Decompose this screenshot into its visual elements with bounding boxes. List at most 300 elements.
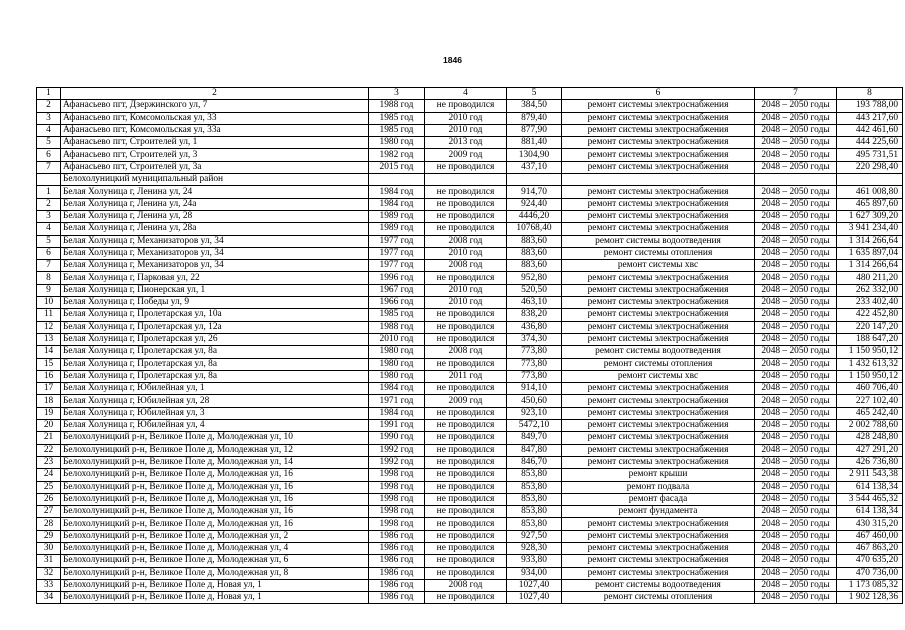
last-repair-cell: не проводился [425,456,507,468]
cost-cell: 1 635 897,04 [837,247,903,259]
table-row [37,247,903,259]
period-cell: 2048 – 2050 годы [755,456,837,468]
cost-cell: 3 941 234,40 [837,223,903,235]
cost-cell: 465 242,40 [837,407,903,419]
row-number: 15 [37,358,61,370]
cost-cell: 467 863,20 [837,542,903,554]
row-number: 5 [37,235,61,247]
address-cell: Белая Холуница г, Пионерская ул, 1 [61,284,369,296]
address-cell: Афанасьево пгт, Строителей ул, 3 [61,149,369,161]
column-header: 1 [37,88,61,100]
column-number-row [37,88,903,100]
table-row [37,395,903,407]
last-repair-cell: 2013 год [425,137,507,149]
address-cell: Белая Холуница г, Пролетарская ул, 26 [61,333,369,345]
period-cell: 2048 – 2050 годы [755,358,837,370]
row-number: 3 [37,210,61,222]
last-repair-cell: не проводился [425,555,507,567]
cost-cell: 444 225,60 [837,137,903,149]
column-header: 3 [369,88,425,100]
area-cell: 933,80 [507,555,562,567]
address-cell: Белохолуницкий муниципальный район [61,174,369,186]
cost-cell: 220 298,40 [837,161,903,173]
build-year-cell: 2015 год [369,161,425,173]
cost-cell: 460 706,40 [837,383,903,395]
build-year-cell: 1980 год [369,346,425,358]
area-cell: 384,50 [507,100,562,112]
last-repair-cell: 2008 год [425,235,507,247]
last-repair-cell: 2008 год [425,346,507,358]
address-cell: Белая Холуница г, Юбилейная ул, 28 [61,395,369,407]
cost-cell: 1 314 266,64 [837,235,903,247]
work-type-cell: ремонт системы электроснабжения [562,112,755,124]
work-type-cell: ремонт системы электроснабжения [562,383,755,395]
address-cell: Белая Холуница г, Ленина ул, 28а [61,223,369,235]
table-row [37,432,903,444]
last-repair-cell: не проводился [425,518,507,530]
last-repair-cell: не проводился [425,333,507,345]
last-repair-cell: не проводился [425,481,507,493]
period-cell: 2048 – 2050 годы [755,506,837,518]
row-number: 6 [37,149,61,161]
address-cell: Белохолуницкий р-н, Великое Поле д, Молодежная ул, 14 [61,456,369,468]
build-year-cell: 1998 год [369,518,425,530]
cost-cell: 461 008,80 [837,186,903,198]
table-row [37,567,903,579]
page-number: 1846 [443,55,462,65]
area-cell: 883,60 [507,247,562,259]
table-row [37,346,903,358]
work-type-cell: ремонт системы отопления [562,358,755,370]
cost-cell: 1 173 085,32 [837,579,903,591]
row-number: 34 [37,592,61,604]
work-type-cell [562,174,755,186]
area-cell: 853,80 [507,518,562,530]
work-type-cell: ремонт системы электроснабжения [562,420,755,432]
area-cell: 1027,40 [507,592,562,604]
cost-cell: 443 217,60 [837,112,903,124]
area-cell: 773,80 [507,370,562,382]
cost-cell: 1 432 613,32 [837,358,903,370]
build-year-cell: 1984 год [369,407,425,419]
row-number: 29 [37,530,61,542]
last-repair-cell: 2008 год [425,260,507,272]
last-repair-cell: не проводился [425,567,507,579]
last-repair-cell: 2010 год [425,284,507,296]
build-year-cell: 1984 год [369,198,425,210]
area-cell: 924,40 [507,198,562,210]
work-type-cell: ремонт фасада [562,493,755,505]
row-number: 14 [37,346,61,358]
last-repair-cell: не проводился [425,432,507,444]
last-repair-cell: не проводился [425,530,507,542]
cost-cell: 426 736,80 [837,456,903,468]
row-number: 18 [37,395,61,407]
address-cell: Белая Холуница г, Парковая ул, 22 [61,272,369,284]
build-year-cell: 1988 год [369,321,425,333]
build-year-cell: 1998 год [369,481,425,493]
build-year-cell: 1984 год [369,186,425,198]
period-cell: 2048 – 2050 годы [755,530,837,542]
column-header: 8 [837,88,903,100]
table-row [37,407,903,419]
last-repair-cell: не проводился [425,223,507,235]
cost-cell: 193 788,00 [837,100,903,112]
period-cell: 2048 – 2050 годы [755,469,837,481]
row-number: 24 [37,469,61,481]
build-year-cell: 2010 год [369,333,425,345]
period-cell: 2048 – 2050 годы [755,481,837,493]
last-repair-cell: не проводился [425,186,507,198]
period-cell: 2048 – 2050 годы [755,186,837,198]
cost-cell: 428 248,80 [837,432,903,444]
build-year-cell: 1977 год [369,260,425,272]
last-repair-cell [425,174,507,186]
last-repair-cell: не проводился [425,309,507,321]
address-cell: Белая Холуница г, Пролетарская ул, 8а [61,370,369,382]
work-type-cell: ремонт фундамента [562,506,755,518]
last-repair-cell: не проводился [425,506,507,518]
cost-cell: 1 150 950,12 [837,346,903,358]
row-number: 2 [37,100,61,112]
address-cell: Афанасьево пгт, Комсомольская ул, 33 [61,112,369,124]
period-cell: 2048 – 2050 годы [755,100,837,112]
last-repair-cell: не проводился [425,542,507,554]
cost-cell [837,174,903,186]
column-header: 5 [507,88,562,100]
row-number: 22 [37,444,61,456]
last-repair-cell: не проводился [425,444,507,456]
build-year-cell: 1991 год [369,420,425,432]
area-cell: 853,80 [507,493,562,505]
build-year-cell: 1990 год [369,432,425,444]
table-row [37,469,903,481]
row-number: 1 [37,186,61,198]
work-type-cell: ремонт системы электроснабжения [562,124,755,136]
work-type-cell: ремонт системы электроснабжения [562,223,755,235]
last-repair-cell: не проводился [425,272,507,284]
cost-cell: 467 460,00 [837,530,903,542]
last-repair-cell: не проводился [425,210,507,222]
area-cell: 838,20 [507,309,562,321]
last-repair-cell: не проводился [425,358,507,370]
table-row [37,493,903,505]
cost-cell: 262 332,00 [837,284,903,296]
cost-cell: 1 902 128,36 [837,592,903,604]
address-cell: Афанасьево пгт, Строителей ул, 3а [61,161,369,173]
area-cell: 923,10 [507,407,562,419]
table-row [37,444,903,456]
address-cell: Афанасьево пгт, Строителей ул, 1 [61,137,369,149]
period-cell: 2048 – 2050 годы [755,383,837,395]
period-cell: 2048 – 2050 годы [755,112,837,124]
area-cell: 853,80 [507,481,562,493]
period-cell: 2048 – 2050 годы [755,592,837,604]
cost-cell: 495 731,51 [837,149,903,161]
period-cell: 2048 – 2050 годы [755,333,837,345]
last-repair-cell: 2010 год [425,112,507,124]
build-year-cell: 1967 год [369,284,425,296]
period-cell: 2048 – 2050 годы [755,235,837,247]
table-row [37,592,903,604]
build-year-cell: 1988 год [369,100,425,112]
build-year-cell: 1985 год [369,309,425,321]
table-row [37,333,903,345]
work-type-cell: ремонт системы электроснабжения [562,149,755,161]
cost-cell: 427 291,20 [837,444,903,456]
work-type-cell: ремонт системы электроснабжения [562,518,755,530]
cost-cell: 442 461,60 [837,124,903,136]
work-type-cell: ремонт системы электроснабжения [562,432,755,444]
table-row [37,112,903,124]
address-cell: Белохолуницкий р-н, Великое Поле д, Молодежная ул, 16 [61,481,369,493]
cost-cell: 430 315,20 [837,518,903,530]
work-type-cell: ремонт системы электроснабжения [562,530,755,542]
build-year-cell: 1986 год [369,542,425,554]
row-number: 17 [37,383,61,395]
build-year-cell: 1992 год [369,456,425,468]
row-number: 9 [37,284,61,296]
build-year-cell: 1989 год [369,223,425,235]
last-repair-cell: не проводился [425,420,507,432]
last-repair-cell: не проводился [425,592,507,604]
address-cell: Белая Холуница г, Победы ул, 9 [61,297,369,309]
last-repair-cell: 2011 год [425,370,507,382]
build-year-cell: 1992 год [369,444,425,456]
work-type-cell: ремонт системы электроснабжения [562,456,755,468]
area-cell: 374,30 [507,333,562,345]
row-number: 2 [37,198,61,210]
table-row [37,456,903,468]
address-cell: Белая Холуница г, Ленина ул, 24 [61,186,369,198]
area-cell: 847,80 [507,444,562,456]
build-year-cell: 1980 год [369,137,425,149]
period-cell: 2048 – 2050 годы [755,223,837,235]
area-cell: 914,10 [507,383,562,395]
period-cell: 2048 – 2050 годы [755,518,837,530]
row-number: 28 [37,518,61,530]
work-type-cell: ремонт крыши [562,469,755,481]
table-row [37,198,903,210]
build-year-cell: 1985 год [369,112,425,124]
cost-cell: 233 402,40 [837,297,903,309]
period-cell: 2048 – 2050 годы [755,272,837,284]
address-cell: Афанасьево пгт, Дзержинского ул, 7 [61,100,369,112]
cost-cell: 470 736,00 [837,567,903,579]
work-type-cell: ремонт системы электроснабжения [562,333,755,345]
work-type-cell: ремонт системы электроснабжения [562,210,755,222]
period-cell: 2048 – 2050 годы [755,420,837,432]
work-type-cell: ремонт системы электроснабжения [562,284,755,296]
address-cell: Афанасьево пгт, Комсомольская ул, 33а [61,124,369,136]
table-row [37,518,903,530]
row-number: 4 [37,124,61,136]
last-repair-cell: не проводился [425,493,507,505]
table-row [37,284,903,296]
row-number: 12 [37,321,61,333]
build-year-cell: 1982 год [369,149,425,161]
row-number: 20 [37,420,61,432]
table-row [37,383,903,395]
work-type-cell: ремонт системы электроснабжения [562,186,755,198]
cost-cell: 1 314 266,64 [837,260,903,272]
last-repair-cell: не проводился [425,407,507,419]
area-cell: 853,80 [507,469,562,481]
area-cell: 437,10 [507,161,562,173]
row-number: 33 [37,579,61,591]
period-cell: 2048 – 2050 годы [755,493,837,505]
area-cell: 10768,40 [507,223,562,235]
period-cell: 2048 – 2050 годы [755,161,837,173]
period-cell: 2048 – 2050 годы [755,137,837,149]
work-type-cell: ремонт системы электроснабжения [562,137,755,149]
table-row [37,579,903,591]
build-year-cell: 1986 год [369,592,425,604]
address-cell: Белохолуницкий р-н, Великое Поле д, Молодежная ул, 2 [61,530,369,542]
period-cell: 2048 – 2050 годы [755,149,837,161]
row-number: 6 [37,247,61,259]
period-cell: 2048 – 2050 годы [755,370,837,382]
table-row [37,481,903,493]
table-row [37,370,903,382]
build-year-cell: 1996 год [369,272,425,284]
period-cell: 2048 – 2050 годы [755,309,837,321]
last-repair-cell: не проводился [425,321,507,333]
work-type-cell: ремонт системы электроснабжения [562,198,755,210]
row-number: 11 [37,309,61,321]
period-cell: 2048 – 2050 годы [755,321,837,333]
build-year-cell: 1966 год [369,297,425,309]
last-repair-cell: не проводился [425,383,507,395]
area-cell: 1304,90 [507,149,562,161]
period-cell: 2048 – 2050 годы [755,260,837,272]
area-cell: 849,70 [507,432,562,444]
build-year-cell: 1998 год [369,506,425,518]
period-cell: 2048 – 2050 годы [755,567,837,579]
last-repair-cell: не проводился [425,161,507,173]
address-cell: Белохолуницкий р-н, Великое Поле д, Молодежная ул, 16 [61,518,369,530]
table-body [37,100,903,604]
area-cell: 877,90 [507,124,562,136]
cost-cell: 1 627 309,20 [837,210,903,222]
build-year-cell: 1984 год [369,383,425,395]
area-cell: 879,40 [507,112,562,124]
table-row [37,186,903,198]
table-row [37,137,903,149]
last-repair-cell: 2008 год [425,579,507,591]
table-row [37,420,903,432]
work-type-cell: ремонт системы электроснабжения [562,555,755,567]
area-cell: 520,50 [507,284,562,296]
table-row [37,235,903,247]
cost-cell: 3 544 465,32 [837,493,903,505]
area-cell: 883,60 [507,260,562,272]
address-cell: Белохолуницкий р-н, Великое Поле д, Молодежная ул, 16 [61,469,369,481]
table-row [37,506,903,518]
build-year-cell: 1977 год [369,247,425,259]
work-type-cell: ремонт системы водоотведения [562,235,755,247]
address-cell: Белохолуницкий р-н, Великое Поле д, Новая ул, 1 [61,579,369,591]
build-year-cell: 1998 год [369,469,425,481]
last-repair-cell: 2010 год [425,124,507,136]
period-cell: 2048 – 2050 годы [755,395,837,407]
area-cell: 853,80 [507,506,562,518]
period-cell: 2048 – 2050 годы [755,407,837,419]
row-number [37,174,61,186]
work-type-cell: ремонт системы хвс [562,260,755,272]
last-repair-cell: не проводился [425,469,507,481]
address-cell: Белая Холуница г, Пролетарская ул, 8а [61,346,369,358]
area-cell: 450,60 [507,395,562,407]
last-repair-cell: 2010 год [425,297,507,309]
cost-cell: 220 147,20 [837,321,903,333]
row-number: 13 [37,333,61,345]
section-row [37,174,903,186]
table-row [37,260,903,272]
cost-cell: 480 211,20 [837,272,903,284]
build-year-cell: 1986 год [369,530,425,542]
repair-schedule-table [36,87,903,604]
cost-cell: 188 647,20 [837,333,903,345]
column-header: 7 [755,88,837,100]
build-year-cell: 1986 год [369,567,425,579]
table-row [37,530,903,542]
area-cell: 773,80 [507,346,562,358]
row-number: 5 [37,137,61,149]
table-row [37,149,903,161]
build-year-cell: 1985 год [369,124,425,136]
address-cell: Белохолуницкий р-н, Великое Поле д, Молодежная ул, 4 [61,542,369,554]
build-year-cell: 1971 год [369,395,425,407]
row-number: 16 [37,370,61,382]
area-cell: 883,60 [507,235,562,247]
address-cell: Белая Холуница г, Механизаторов ул, 34 [61,235,369,247]
row-number: 31 [37,555,61,567]
area-cell: 846,70 [507,456,562,468]
address-cell: Белохолуницкий р-н, Великое Поле д, Молодежная ул, 16 [61,493,369,505]
work-type-cell: ремонт системы электроснабжения [562,542,755,554]
period-cell: 2048 – 2050 годы [755,297,837,309]
work-type-cell: ремонт системы электроснабжения [562,567,755,579]
table-row [37,210,903,222]
period-cell: 2048 – 2050 годы [755,444,837,456]
address-cell: Белохолуницкий р-н, Великое Поле д, Молодежная ул, 6 [61,555,369,567]
work-type-cell: ремонт системы водоотведения [562,579,755,591]
row-number: 10 [37,297,61,309]
row-number: 27 [37,506,61,518]
build-year-cell: 1986 год [369,555,425,567]
cost-cell: 422 452,80 [837,309,903,321]
area-cell: 773,80 [507,358,562,370]
cost-cell: 1 150 950,12 [837,370,903,382]
work-type-cell: ремонт системы отопления [562,592,755,604]
work-type-cell: ремонт системы электроснабжения [562,444,755,456]
last-repair-cell: 2009 год [425,149,507,161]
work-type-cell: ремонт системы водоотведения [562,346,755,358]
period-cell: 2048 – 2050 годы [755,210,837,222]
address-cell: Белая Холуница г, Пролетарская ул, 12а [61,321,369,333]
row-number: 4 [37,223,61,235]
address-cell: Белая Холуница г, Пролетарская ул, 10а [61,309,369,321]
address-cell: Белая Холуница г, Юбилейная ул, 1 [61,383,369,395]
row-number: 32 [37,567,61,579]
last-repair-cell: не проводился [425,100,507,112]
row-number: 26 [37,493,61,505]
area-cell: 927,50 [507,530,562,542]
work-type-cell: ремонт системы электроснабжения [562,395,755,407]
build-year-cell: 1977 год [369,235,425,247]
row-number: 7 [37,260,61,272]
